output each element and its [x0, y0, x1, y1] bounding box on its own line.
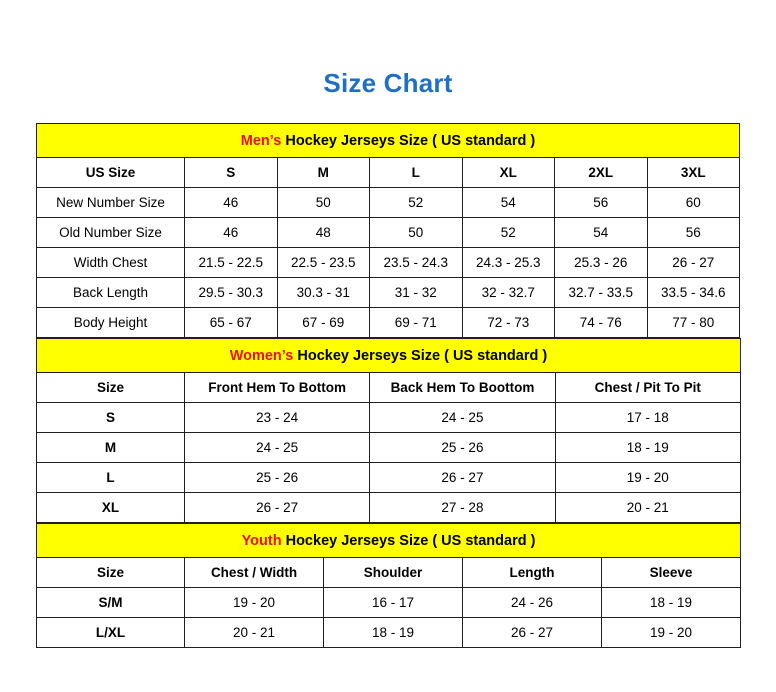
womens-row-3-label: XL: [37, 493, 185, 523]
womens-row-1-val-2: 18 - 19: [555, 433, 740, 463]
womens-row-0-val-2: 17 - 18: [555, 403, 740, 433]
table-row: [37, 403, 741, 433]
table-row: [37, 218, 740, 248]
youth-row-1-val-0: 20 - 21: [185, 618, 324, 648]
mens-row-0-val-0: 46: [185, 188, 278, 218]
mens-row-3-val-5: 33.5 - 34.6: [647, 278, 740, 308]
mens-column-header-row: [37, 158, 740, 188]
womens-row-0-val-0: 23 - 24: [185, 403, 370, 433]
youth-row-0-val-1: 16 - 17: [324, 588, 463, 618]
mens-row-3-val-0: 29.5 - 30.3: [185, 278, 278, 308]
table-row: [37, 493, 741, 523]
youth-row-0-val-2: 24 - 26: [463, 588, 602, 618]
womens-row-0-label: S: [37, 403, 185, 433]
womens-heading-rest: Hockey Jerseys Size ( US standard ): [293, 347, 548, 364]
youth-col-1: Chest / Width: [185, 558, 324, 588]
tables-container: [36, 123, 740, 648]
womens-section-heading: [37, 339, 741, 373]
mens-row-4-val-4: 74 - 76: [555, 308, 648, 338]
table-row: [37, 308, 740, 338]
youth-column-header-row: [37, 558, 741, 588]
youth-row-1-val-1: 18 - 19: [324, 618, 463, 648]
mens-heading-rest: Hockey Jerseys Size ( US standard ): [281, 132, 536, 149]
mens-col-0: US Size: [37, 158, 185, 188]
youth-row-0-val-3: 18 - 19: [602, 588, 741, 618]
mens-row-0-val-3: 54: [462, 188, 555, 218]
mens-row-1-val-0: 46: [185, 218, 278, 248]
womens-row-2-val-2: 19 - 20: [555, 463, 740, 493]
youth-row-0-label: S/M: [37, 588, 185, 618]
mens-col-6: 3XL: [647, 158, 740, 188]
mens-row-0-val-4: 56: [555, 188, 648, 218]
table-row: [37, 463, 741, 493]
womens-column-header-row: [37, 373, 741, 403]
mens-row-4-val-1: 67 - 69: [277, 308, 370, 338]
mens-row-1-val-2: 50: [370, 218, 463, 248]
mens-row-2-val-4: 25.3 - 26: [555, 248, 648, 278]
womens-row-3-val-1: 27 - 28: [370, 493, 555, 523]
mens-col-2: M: [277, 158, 370, 188]
youth-col-2: Shoulder: [324, 558, 463, 588]
mens-row-3-val-1: 30.3 - 31: [277, 278, 370, 308]
womens-heading-accent: Women’s: [229, 347, 294, 364]
youth-col-0: Size: [37, 558, 185, 588]
mens-col-1: S: [185, 158, 278, 188]
womens-row-1-val-1: 25 - 26: [370, 433, 555, 463]
mens-row-2-label: Width Chest: [37, 248, 185, 278]
womens-size-table: [36, 338, 741, 523]
page-title: Size Chart: [323, 68, 453, 98]
womens-section-heading-row: [37, 339, 741, 373]
mens-row-2-val-1: 22.5 - 23.5: [277, 248, 370, 278]
womens-row-2-label: L: [37, 463, 185, 493]
mens-col-5: 2XL: [555, 158, 648, 188]
womens-row-0-val-1: 24 - 25: [370, 403, 555, 433]
mens-row-1-val-3: 52: [462, 218, 555, 248]
youth-row-1-label: L/XL: [37, 618, 185, 648]
youth-row-1-val-3: 19 - 20: [602, 618, 741, 648]
mens-row-0-val-2: 52: [370, 188, 463, 218]
womens-row-3-val-0: 26 - 27: [185, 493, 370, 523]
youth-col-3: Length: [463, 558, 602, 588]
mens-row-4-val-2: 69 - 71: [370, 308, 463, 338]
mens-heading-accent: Men’s: [240, 132, 282, 149]
womens-row-2-val-0: 25 - 26: [185, 463, 370, 493]
youth-row-1-val-2: 26 - 27: [463, 618, 602, 648]
table-row: [37, 278, 740, 308]
womens-row-2-val-1: 26 - 27: [370, 463, 555, 493]
youth-row-0-val-0: 19 - 20: [185, 588, 324, 618]
youth-heading-rest: Hockey Jerseys Size ( US standard ): [281, 532, 536, 549]
table-row: [37, 588, 741, 618]
mens-row-2-val-3: 24.3 - 25.3: [462, 248, 555, 278]
womens-row-3-val-2: 20 - 21: [555, 493, 740, 523]
mens-row-0-val-1: 50: [277, 188, 370, 218]
table-row: [37, 248, 740, 278]
table-row: [37, 433, 741, 463]
mens-row-4-val-0: 65 - 67: [185, 308, 278, 338]
mens-row-1-val-4: 54: [555, 218, 648, 248]
mens-section-heading-row: [37, 124, 740, 158]
womens-col-2: Back Hem To Boottom: [370, 373, 555, 403]
mens-row-0-val-5: 60: [647, 188, 740, 218]
mens-row-4-val-3: 72 - 73: [462, 308, 555, 338]
mens-section-heading: [37, 124, 740, 158]
youth-section-heading-row: [37, 524, 741, 558]
mens-row-2-val-2: 23.5 - 24.3: [370, 248, 463, 278]
mens-row-4-val-5: 77 - 80: [647, 308, 740, 338]
mens-row-4-label: Body Height: [37, 308, 185, 338]
youth-section-heading: [37, 524, 741, 558]
mens-row-3-val-3: 32 - 32.7: [462, 278, 555, 308]
mens-row-2-val-0: 21.5 - 22.5: [185, 248, 278, 278]
mens-row-3-label: Back Length: [37, 278, 185, 308]
womens-col-3: Chest / Pit To Pit: [555, 373, 740, 403]
youth-heading-accent: Youth: [241, 532, 282, 549]
mens-row-1-val-1: 48: [277, 218, 370, 248]
table-row: [37, 188, 740, 218]
womens-col-1: Front Hem To Bottom: [185, 373, 370, 403]
mens-row-2-val-5: 26 - 27: [647, 248, 740, 278]
womens-row-1-label: M: [37, 433, 185, 463]
womens-col-0: Size: [37, 373, 185, 403]
mens-row-1-label: Old Number Size: [37, 218, 185, 248]
youth-size-table: [36, 523, 741, 648]
womens-row-1-val-0: 24 - 25: [185, 433, 370, 463]
mens-row-0-label: New Number Size: [37, 188, 185, 218]
mens-row-1-val-5: 56: [647, 218, 740, 248]
mens-row-3-val-2: 31 - 32: [370, 278, 463, 308]
mens-col-4: XL: [462, 158, 555, 188]
youth-col-4: Sleeve: [602, 558, 741, 588]
mens-size-table: [36, 123, 740, 338]
table-row: [37, 618, 741, 648]
mens-col-3: L: [370, 158, 463, 188]
mens-row-3-val-4: 32.7 - 33.5: [555, 278, 648, 308]
